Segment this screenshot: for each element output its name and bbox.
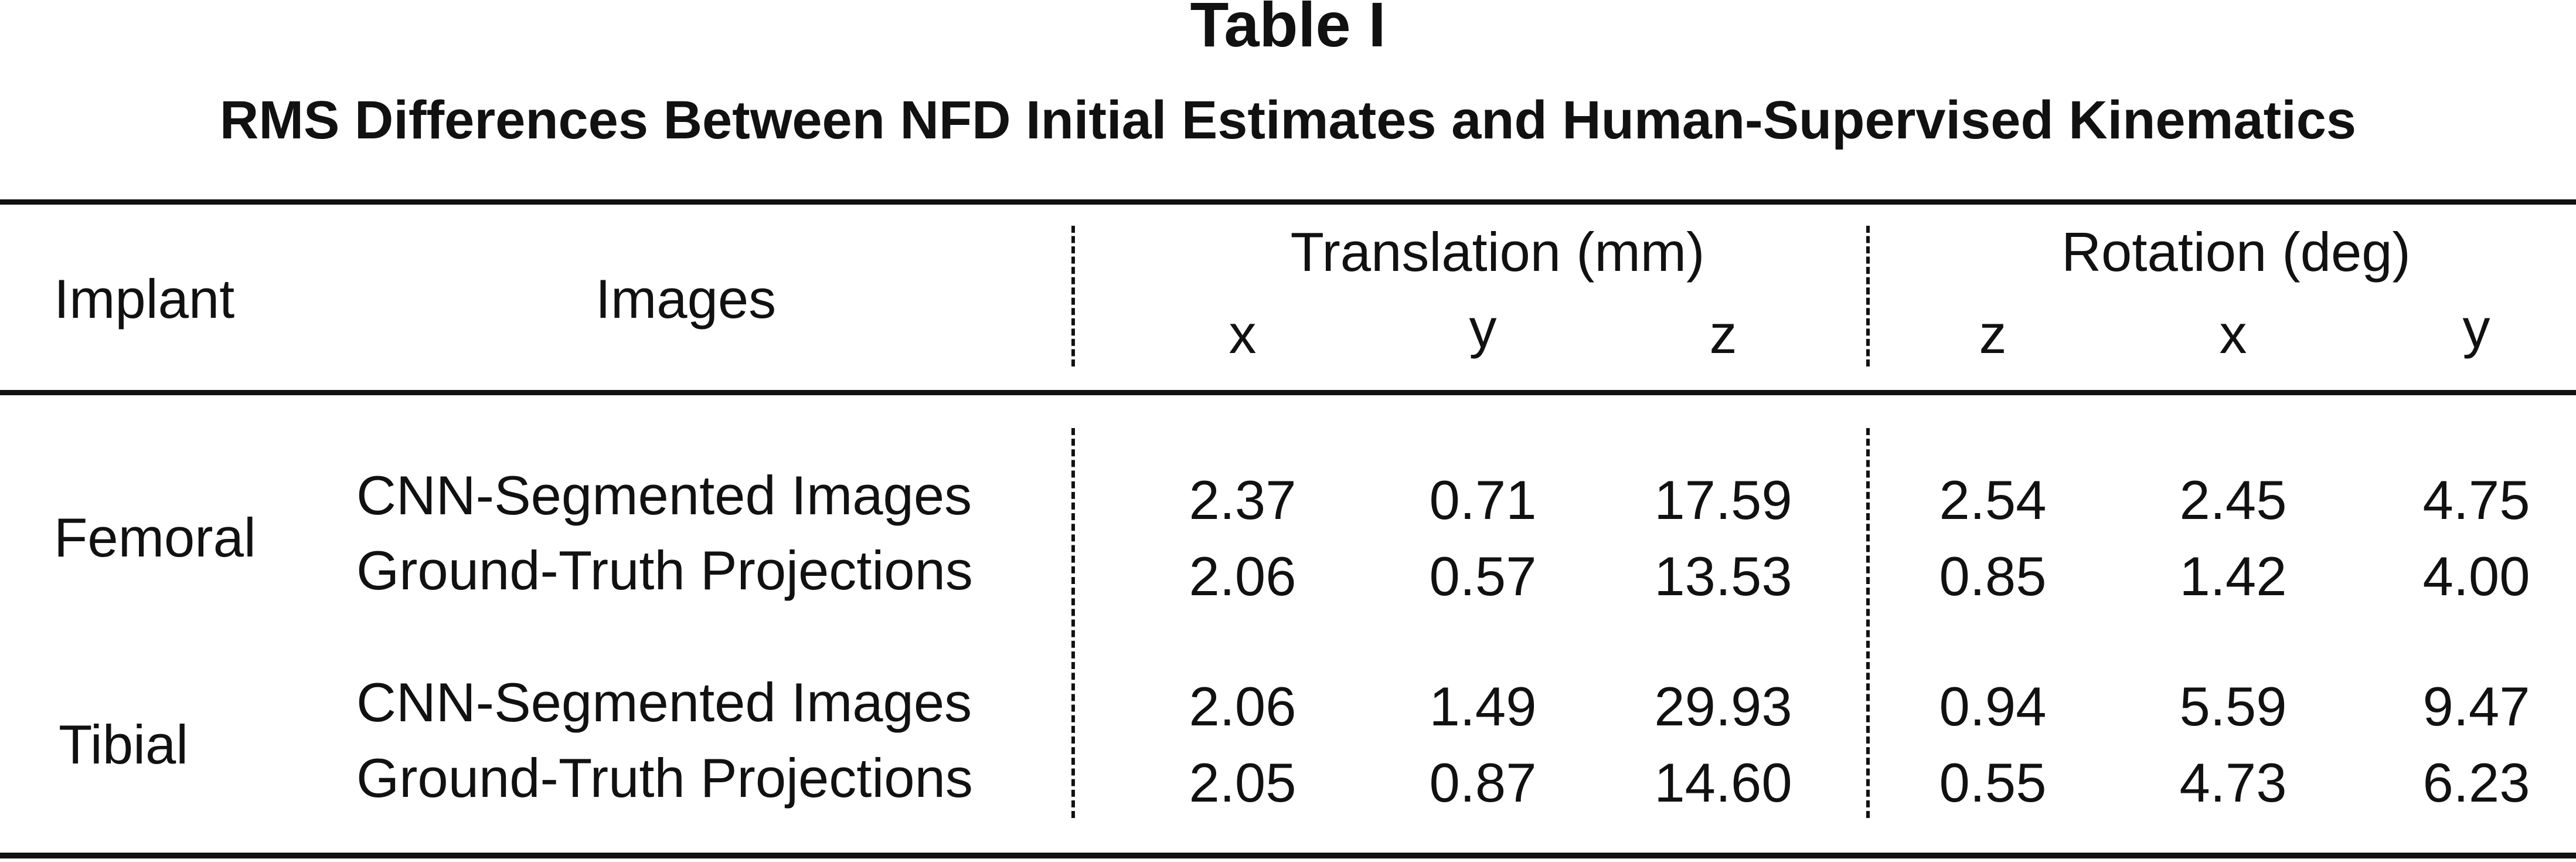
- rotation-x-value: 5.59: [2179, 676, 2287, 737]
- rotation-y-value: 6.23: [2422, 752, 2530, 813]
- implant-label: Tibial: [59, 714, 189, 775]
- images-label: CNN-Segmented Images: [356, 671, 972, 733]
- translation-z-value: 13.53: [1654, 545, 1792, 607]
- rotation-z-value: 2.54: [1939, 469, 2047, 531]
- header-implant: Implant: [54, 268, 235, 330]
- translation-y-value: 1.49: [1429, 676, 1537, 737]
- header-rotation-y: y: [2462, 297, 2490, 359]
- table-caption: RMS Differences Between NFD Initial Estimates and Human-Supervised Kinematics: [219, 90, 2357, 150]
- column-divider-dashed: [1866, 226, 1870, 366]
- implant-label: Femoral: [54, 507, 256, 568]
- rotation-z-value: 0.55: [1939, 752, 2047, 813]
- header-images: Images: [595, 268, 777, 330]
- translation-x-value: 2.06: [1189, 676, 1296, 737]
- rotation-y-value: 9.47: [2422, 676, 2530, 737]
- header-rotation-z: z: [1979, 303, 2007, 365]
- images-label: Ground-Truth Projections: [356, 747, 973, 809]
- translation-x-value: 2.37: [1189, 469, 1296, 531]
- rotation-z-value: 0.94: [1939, 676, 2047, 737]
- translation-z-value: 17.59: [1654, 469, 1792, 531]
- translation-y-value: 0.87: [1429, 752, 1537, 813]
- translation-y-value: 0.71: [1429, 469, 1537, 531]
- header-translation-x: x: [1229, 303, 1257, 365]
- rotation-z-value: 0.85: [1939, 545, 2047, 607]
- rotation-x-value: 1.42: [2179, 545, 2287, 607]
- table-top-rule: [0, 199, 2576, 205]
- table-bottom-rule: [0, 853, 2576, 858]
- rotation-y-value: 4.75: [2422, 469, 2530, 531]
- images-label: CNN-Segmented Images: [356, 464, 972, 526]
- table-header-rule: [0, 390, 2576, 395]
- header-translation-group: Translation (mm): [1290, 221, 1705, 283]
- translation-y-value: 0.57: [1429, 545, 1537, 607]
- rotation-x-value: 2.45: [2179, 469, 2287, 531]
- images-label: Ground-Truth Projections: [356, 539, 973, 601]
- translation-x-value: 2.05: [1189, 752, 1296, 813]
- header-rotation-group: Rotation (deg): [2061, 221, 2411, 283]
- rotation-y-value: 4.00: [2422, 545, 2530, 607]
- header-rotation-x: x: [2219, 303, 2247, 365]
- translation-z-value: 14.60: [1654, 752, 1792, 813]
- column-divider-dashed: [1071, 226, 1075, 366]
- table-title: Table I: [1190, 0, 1386, 60]
- column-divider-dashed: [1071, 428, 1075, 818]
- header-translation-y: y: [1469, 297, 1497, 359]
- translation-z-value: 29.93: [1654, 676, 1792, 737]
- translation-x-value: 2.06: [1189, 545, 1296, 607]
- header-translation-z: z: [1709, 303, 1737, 365]
- rotation-x-value: 4.73: [2179, 752, 2287, 813]
- column-divider-dashed: [1866, 428, 1870, 818]
